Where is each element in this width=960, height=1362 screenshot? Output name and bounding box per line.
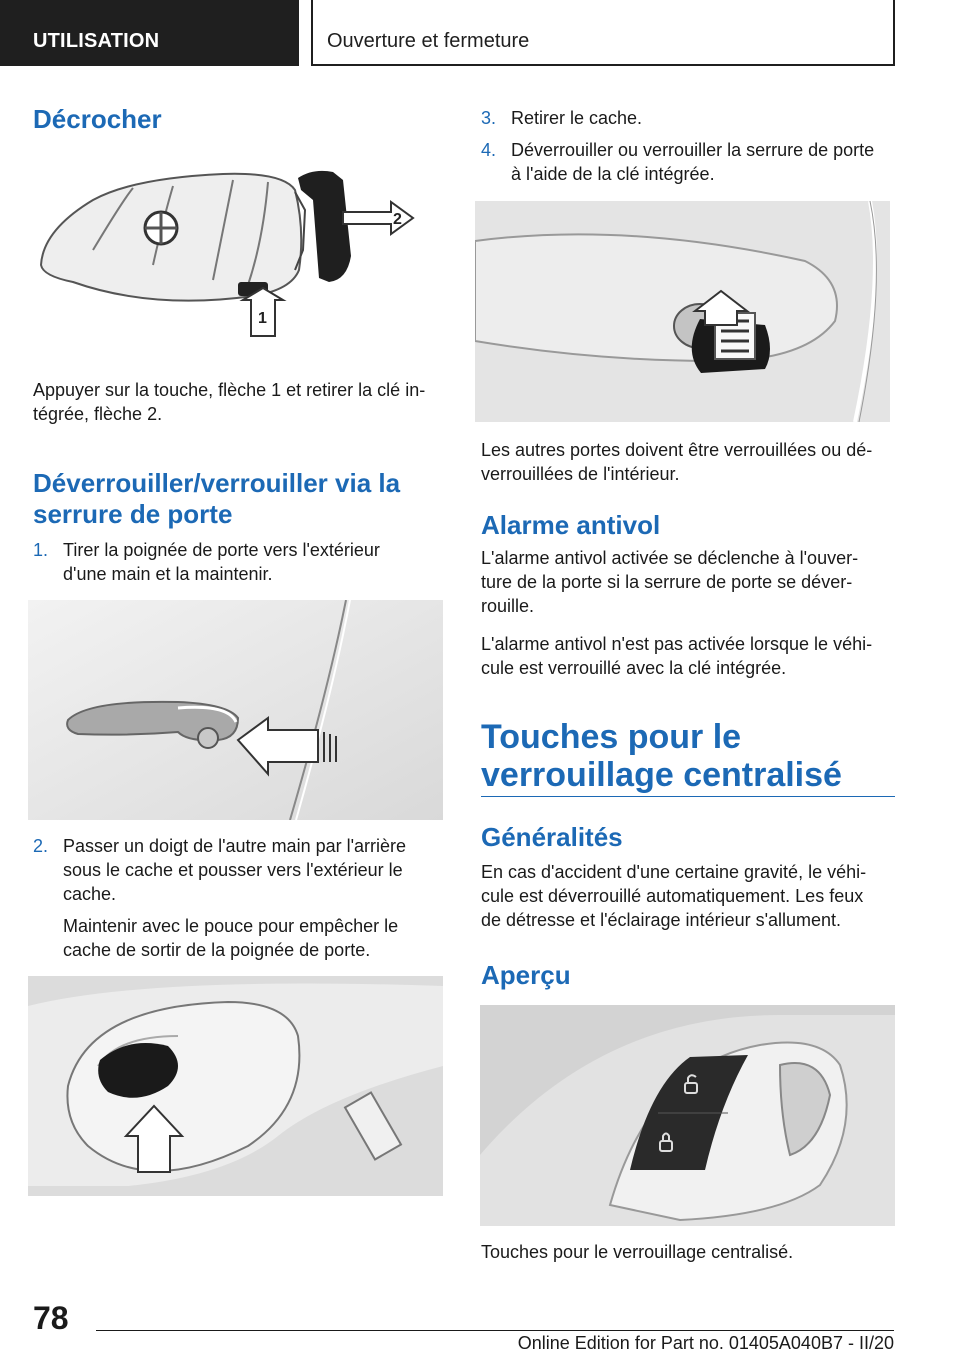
figure-handle-cache <box>28 976 443 1196</box>
step-text <box>511 138 874 186</box>
arrow-label-1: 1 <box>258 310 267 327</box>
arrow-label-2: 2 <box>393 211 402 228</box>
step-line: cache de sortir de la poignée de porte. <box>63 940 371 960</box>
heading-line: serrure de porte <box>33 499 233 529</box>
figure-key <box>33 160 443 360</box>
heading-deverrouiller <box>33 468 448 530</box>
list-item-step-1 <box>33 538 448 588</box>
handle-cache-illustration <box>28 976 443 1196</box>
heading-line: verrouillage centralisé <box>481 756 842 794</box>
heading-decrocher: Décrocher <box>33 104 162 134</box>
paragraph-line: Appuyer sur la touche, flèche 1 et retirer la clé in‐ <box>33 380 426 400</box>
paragraph-line: rouille. <box>481 596 535 616</box>
figure-central-lock-buttons <box>480 1005 895 1226</box>
figure-key-lock <box>475 201 890 422</box>
list-item-step-4 <box>481 138 896 188</box>
step-text: Retirer le cache. <box>511 108 643 128</box>
paragraph-line: Les autres portes doivent être verrouillées ou dé‐ <box>481 440 873 460</box>
step-number: 4. <box>481 140 497 160</box>
heading-generalites: Généralités <box>481 822 623 852</box>
step-line: Maintenir avec le pouce pour empêcher le <box>63 916 399 936</box>
door-handle-illustration <box>28 600 443 820</box>
step-number: 1. <box>33 540 49 560</box>
figure-door-handle <box>28 600 443 820</box>
paragraph-line: L'alarme antivol activée se déclenche à l'ouver‐ <box>481 548 859 568</box>
paragraph-generalites <box>481 860 896 932</box>
paragraph-alarme-1 <box>481 546 896 618</box>
paragraph-line: tégrée, flèche 2. <box>33 404 163 424</box>
paragraph-line: cule est déverrouillé automatiquement. Les feux <box>481 886 864 906</box>
paragraph-line: En cas d'accident d'une certaine gravité, le véhi‐ <box>481 862 867 882</box>
list-item-step-3 <box>481 106 896 132</box>
section-title: UTILISATION <box>33 30 160 52</box>
paragraph-alarme-2 <box>481 632 896 680</box>
chapter-tab <box>311 0 895 66</box>
paragraph-line: L'alarme antivol n'est pas activée lorsque le véhi‐ <box>481 634 873 654</box>
heading-line: Déverrouiller/verrouiller via la <box>33 468 401 498</box>
paragraph-line: verrouillées de l'intérieur. <box>481 464 680 484</box>
step-line: sous le cache et pousser vers l'extérieur le <box>63 860 403 880</box>
step-line: à l'aide de la clé intégrée. <box>511 164 715 184</box>
heading-apercu: Aperçu <box>481 960 571 990</box>
heading-line: Touches pour le <box>481 718 742 756</box>
chapter-title: Ouverture et fermeture <box>327 30 530 52</box>
section-divider <box>481 796 895 797</box>
paragraph-line: de détresse et l'éclairage intérieur s'allument. <box>481 910 842 930</box>
step-line: Passer un doigt de l'autre main par l'arrière <box>63 836 407 856</box>
paragraph-line: cule est verrouillé avec la clé intégrée. <box>481 658 787 678</box>
step-text <box>63 834 406 962</box>
heading-alarme-antivol: Alarme antivol <box>481 510 661 540</box>
figure-caption: Touches pour le verrouillage centralisé. <box>481 1242 794 1262</box>
step-number: 3. <box>481 108 497 128</box>
heading-touches-verrouillage <box>481 718 896 794</box>
page-number: 78 <box>33 1300 69 1336</box>
step-line: d'une main et la maintenir. <box>63 564 273 584</box>
step-line: Déverrouiller ou verrouiller la serrure de porte <box>511 140 875 160</box>
step-line: Tirer la poignée de porte vers l'extérieur <box>63 540 380 560</box>
central-lock-illustration <box>480 1005 895 1226</box>
footer-divider <box>96 1330 894 1331</box>
paragraph-appuyer <box>33 378 448 426</box>
paragraph-autres-portes <box>481 438 896 486</box>
key-lock-illustration <box>475 201 890 422</box>
key-illustration <box>33 160 443 360</box>
step-number: 2. <box>33 836 49 856</box>
footer-edition: Online Edition for Part no. 01405A040B7 - II/20 <box>517 1333 894 1353</box>
paragraph-line: ture de la porte si la serrure de porte se déver‐ <box>481 572 853 592</box>
list-item-step-2 <box>33 834 448 964</box>
section-tab <box>0 0 299 66</box>
step-text <box>63 538 380 586</box>
step-line: cache. <box>63 884 117 904</box>
